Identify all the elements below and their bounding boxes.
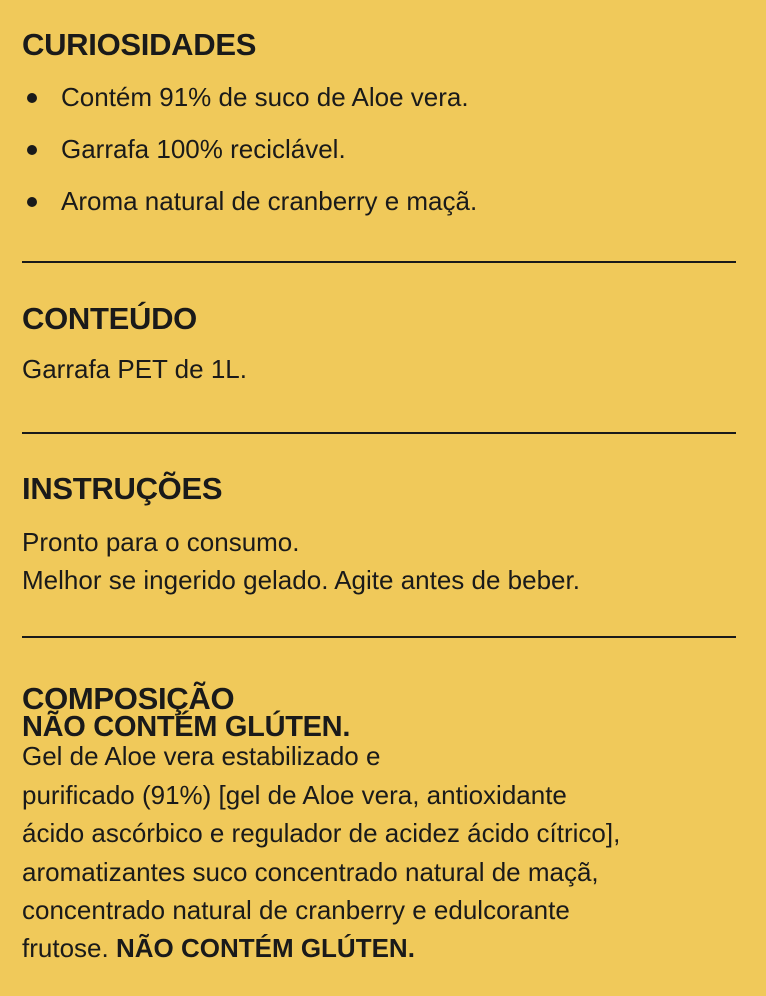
instrucoes-heading: INSTRUÇÕES [22, 471, 223, 506]
composicao-subheading: NÃO CONTÉM GLÚTEN. [22, 711, 351, 743]
gluten-free-notice: NÃO CONTÉM GLÚTEN. [115, 933, 415, 963]
bullet-icon [27, 197, 37, 207]
composicao-last-line [22, 929, 415, 967]
composicao-line: ácido ascórbico e regulador de acidez ácido cítrico], [22, 818, 621, 848]
conteudo-heading: CONTEÚDO [22, 301, 197, 336]
composicao-heading: COMPOSIÇÃO [22, 681, 235, 716]
conteudo-text: Garrafa PET de 1L. [22, 354, 247, 384]
curiosidades-heading: CURIOSIDADES [22, 27, 257, 62]
bullet-icon [27, 93, 37, 103]
composicao-line: purificado (91%) [gel de Aloe vera, antioxidante [22, 780, 567, 810]
instrucoes-line: Melhor se ingerido gelado. Agite antes de beber. [22, 565, 580, 595]
section-divider [22, 261, 736, 263]
list-item-text: Contém 91% de suco de Aloe vera. [61, 82, 469, 112]
section-divider [22, 432, 736, 434]
section-divider [22, 636, 736, 638]
composicao-last-line-text: frutose. [22, 933, 116, 963]
curiosidades-list [22, 78, 477, 234]
list-item-text: Garrafa 100% reciclável. [61, 134, 346, 164]
bullet-icon [27, 145, 37, 155]
instrucoes-line: Pronto para o consumo. [22, 527, 300, 557]
list-item [22, 182, 477, 234]
list-item [22, 130, 477, 182]
composicao-line: Gel de Aloe vera estabilizado e [22, 741, 381, 771]
composicao-line: aromatizantes suco concentrado natural de maçã, [22, 857, 599, 887]
list-item-text: Aroma natural de cranberry e maçã. [61, 186, 478, 216]
composicao-line: concentrado natural de cranberry e edulcorante [22, 895, 570, 925]
list-item [22, 78, 477, 130]
